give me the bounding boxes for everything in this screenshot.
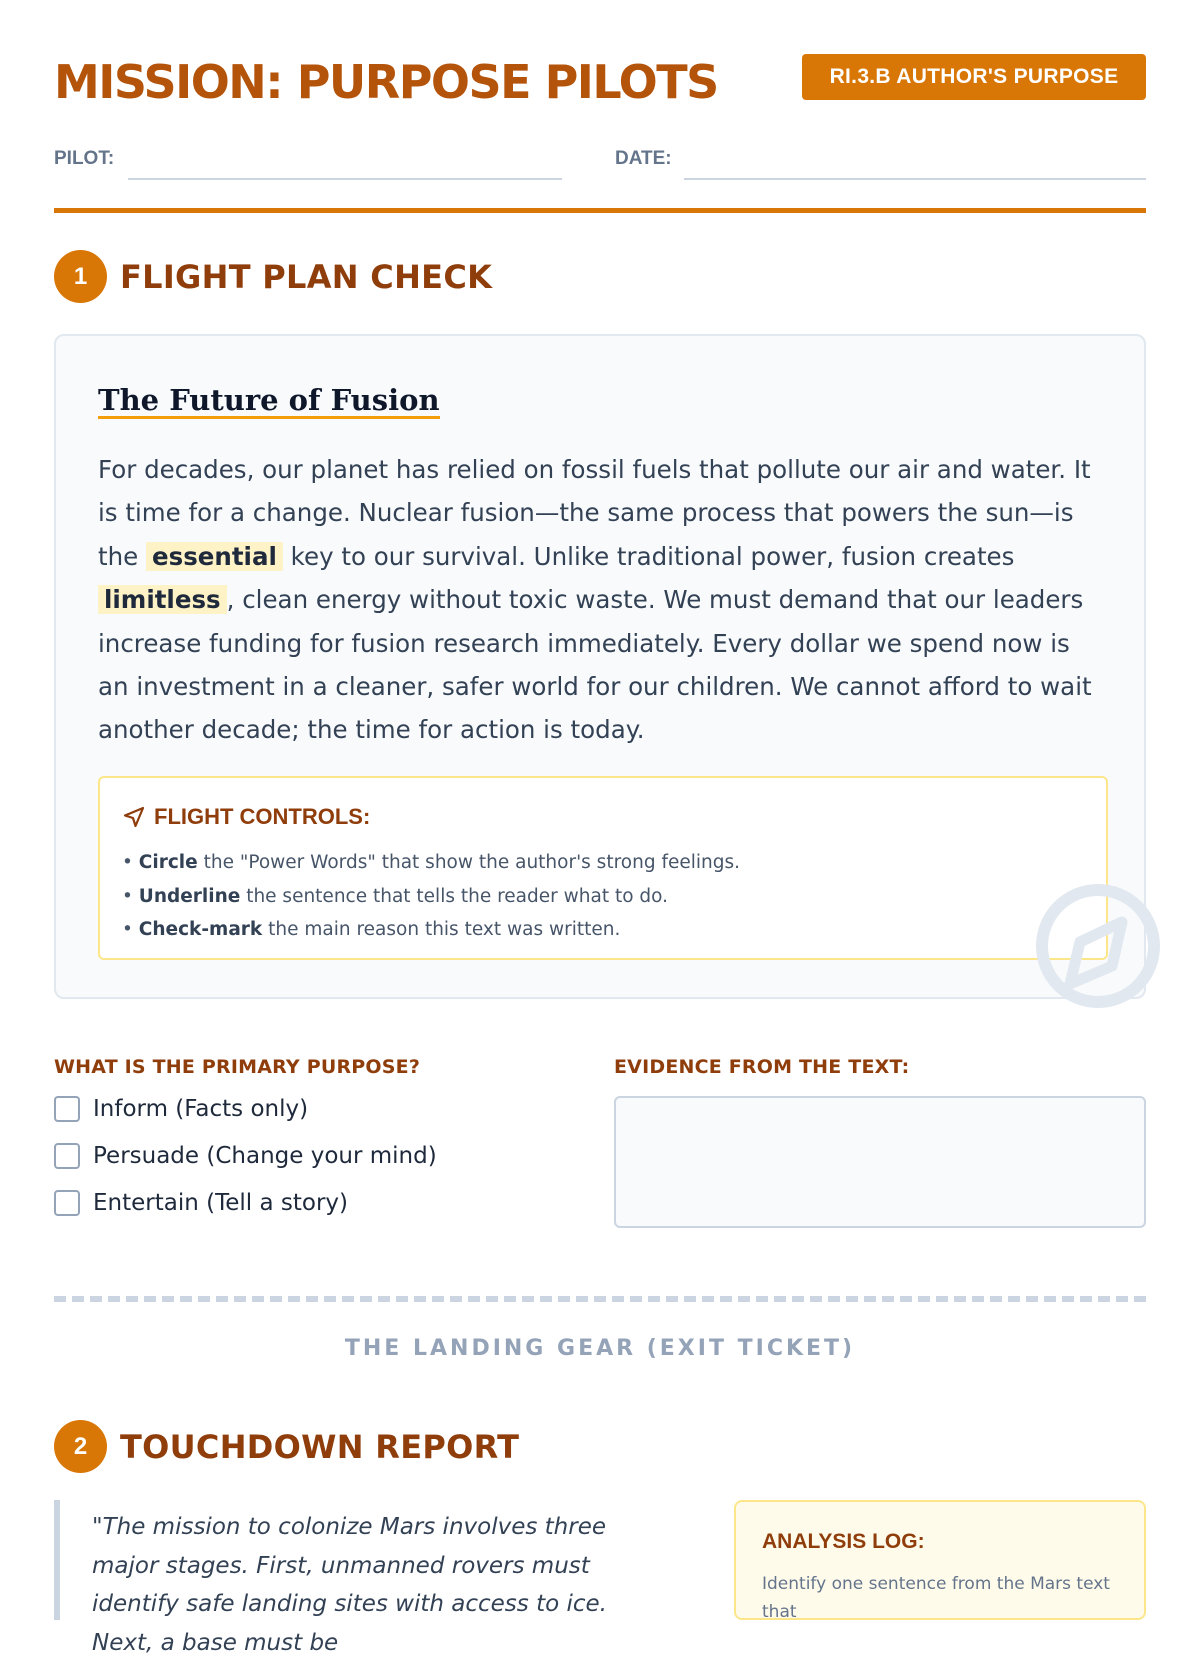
option-persuade[interactable] [54,1143,437,1169]
passage-part-3: , clean energy without toxic waste. We must demand that our leaders increase funding for fusion research immediately. Every dollar we spend now is an investment in a cleaner, safer world for our children. We cannot afford to wait another decade; the time for action is today. [98,585,1092,745]
option-label: Persuade (Change your mind) [93,1143,437,1169]
section-2-number-badge: 2 [54,1420,107,1473]
section-1-number-badge: 1 [54,250,107,303]
flight-controls-box [98,776,1108,960]
passage-card [54,334,1146,999]
control-item: • Circle the "Power Words" that show the author's strong feelings. [122,852,740,873]
passage-title: The Future of Fusion [98,383,440,417]
exit-ticket-label: THE LANDING GEAR (EXIT TICKET) [344,1336,856,1361]
compass-watermark-icon [1018,876,1148,1006]
passage-text [98,448,1108,752]
passage-part-1: For decades, our planet has relied on fossil fuels that pollute our air and water. It is time for a change. Nuclear fusion—the same process that powers the sun—is the [98,455,1091,571]
power-word-essential: essential [146,542,283,571]
header-divider [54,208,1146,213]
control-item: • Underline the sentence that tells the reader what to do. [122,885,669,907]
checkbox-persuade[interactable] [54,1143,80,1169]
section-2-title: TOUCHDOWN REPORT [120,1428,520,1466]
evidence-label: EVIDENCE FROM THE TEXT: [614,1056,910,1078]
pilot-name-line[interactable] [128,178,562,180]
option-label: Entertain (Tell a story) [93,1190,348,1216]
option-inform[interactable] [54,1096,308,1122]
flight-controls-list [122,846,740,947]
control-item: • Check-mark the main reason this text was written. [122,919,621,940]
date-line[interactable] [684,178,1146,180]
analysis-log-card [734,1500,1146,1620]
primary-purpose-question: WHAT IS THE PRIMARY PURPOSE? [54,1056,421,1078]
checkbox-inform[interactable] [54,1096,80,1122]
flight-controls-heading [122,804,370,830]
pilot-label: PILOT: [54,148,115,169]
standard-badge: RI.3.B AUTHOR'S PURPOSE [802,54,1146,100]
option-entertain[interactable] [54,1190,348,1216]
mars-quote: "The mission to colonize Mars involves three major stages. First, unmanned rovers must identify safe landing sites with access to ice. Next, a base must be [54,1500,664,1620]
date-label: DATE: [615,148,672,169]
passage-part-2: key to our survival. Unlike traditional power, fusion creates [282,541,1015,571]
worksheet-page [54,0,1146,1656]
navigation-arrow-icon [122,805,146,829]
analysis-log-instructions: Identify one sentence from the Mars text that [762,1574,1110,1622]
cut-line-divider [54,1296,1146,1302]
power-word-limitless: limitless [98,585,227,614]
checkbox-entertain[interactable] [54,1190,80,1216]
page-title: MISSION: PURPOSE PILOTS [54,55,718,109]
analysis-log-heading: ANALYSIS LOG: [762,1530,925,1553]
evidence-answer-box[interactable] [614,1096,1146,1228]
flight-controls-label: FLIGHT CONTROLS: [154,804,371,829]
section-1-title: FLIGHT PLAN CHECK [120,258,493,296]
option-label: Inform (Facts only) [93,1096,309,1122]
